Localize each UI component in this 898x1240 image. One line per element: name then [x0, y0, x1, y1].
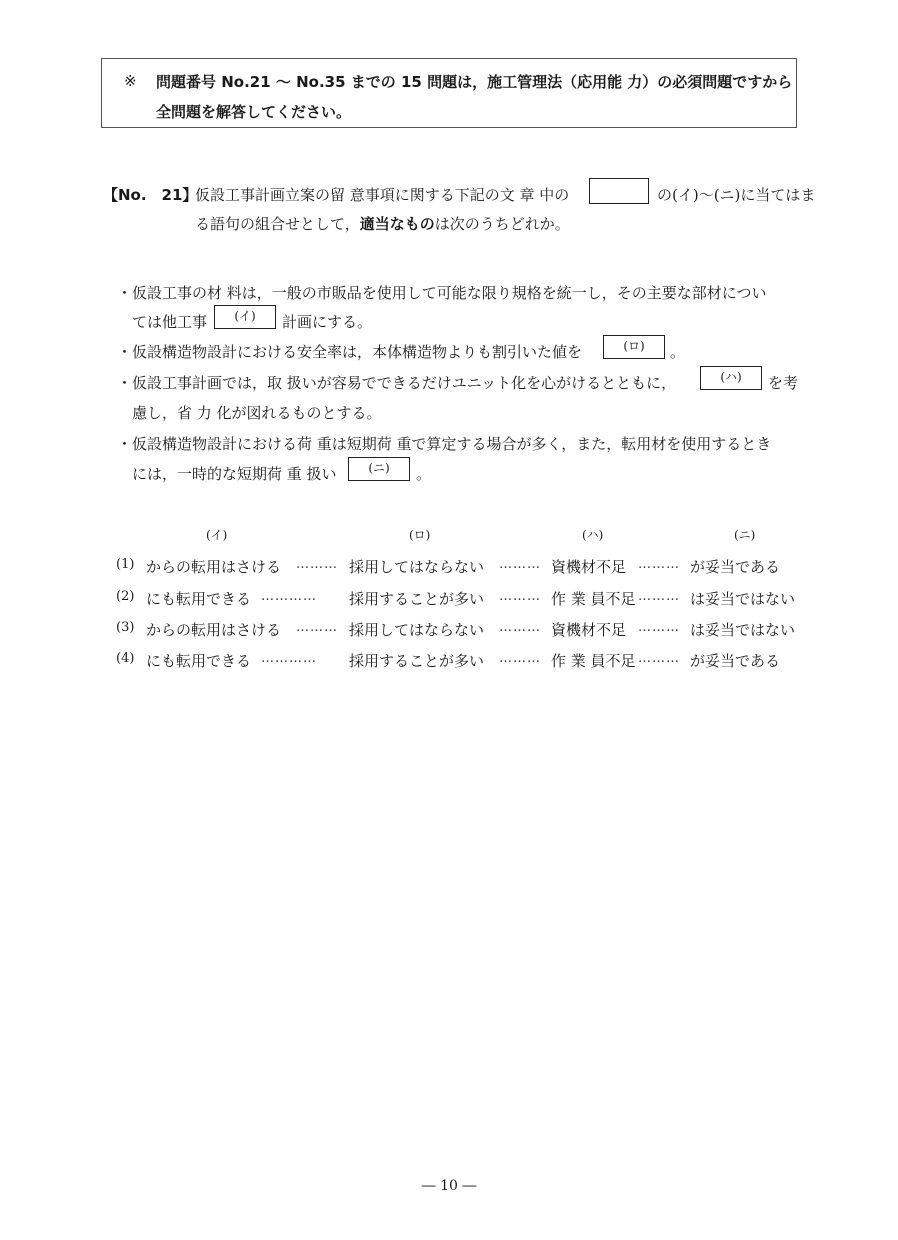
choice-cell-ha: 作 業 員不足 — [551, 652, 636, 670]
choice-number: (1) — [116, 557, 135, 572]
choice-cell-i: にも転用できる — [146, 590, 252, 608]
leader-dots: ……… — [638, 620, 680, 635]
blank-box — [589, 178, 649, 204]
statement-4b: には，一時的な短期荷 重 扱い — [132, 465, 337, 483]
choice-cell-ro: 採用することが多い — [349, 652, 485, 670]
choice-cell-ni: は妥当ではない — [690, 590, 796, 608]
statement-4a: ・仮設構造物設計における荷 重は短期荷 重で算定する場合が多く，また，転用材を使用するとき — [117, 435, 772, 453]
choice-cell-i: にも転用できる — [146, 652, 252, 670]
blank-box-ni: (ニ) — [348, 457, 410, 481]
leader-dots: ……… — [499, 557, 541, 572]
leader-dots: ……… — [638, 589, 680, 604]
emphasis-text: 適当なもの — [359, 215, 435, 233]
choice-cell-ro: 採用してはならない — [349, 558, 485, 576]
leader-dots: ……… — [499, 589, 541, 604]
choice-header-i: (イ) — [206, 528, 228, 542]
statement-1b: ては他工事 — [132, 313, 208, 331]
choice-header-ni: (ニ) — [734, 528, 756, 542]
choice-header-ro: (ロ) — [409, 528, 431, 542]
notice-line-2: 全問題を解答してください。 — [156, 103, 352, 121]
question-text-1b: の(イ)～(ニ)に当てはま — [657, 186, 816, 204]
statement-2b: 。 — [670, 343, 686, 361]
choice-number: (2) — [116, 589, 135, 604]
choice-cell-ha: 作 業 員不足 — [551, 590, 636, 608]
choice-cell-i: からの転用はさける — [146, 621, 282, 639]
blank-box-ro: (ロ) — [603, 335, 665, 359]
statement-1c: 計画にする。 — [282, 313, 373, 331]
question-number: 【No. 21】 — [103, 186, 198, 204]
leader-dots: ……… — [296, 620, 338, 635]
choice-number: (4) — [116, 651, 135, 666]
choice-cell-ni: は妥当ではない — [690, 621, 796, 639]
notice-mark: ※ — [124, 72, 137, 90]
leader-dots: ……… — [499, 620, 541, 635]
blank-box-i: (イ) — [214, 305, 276, 329]
statement-3c: 慮し，省 力 化が図れるものとする。 — [132, 404, 382, 422]
notice-line-1: 問題番号 No.21 ～ No.35 までの 15 問題は，施工管理法（応用能 力）の必須問題ですから — [156, 73, 793, 91]
statement-3b: を考 — [768, 374, 799, 392]
statement-4c: 。 — [416, 465, 432, 483]
leader-dots: ……… — [638, 651, 680, 666]
leader-dots: ……… — [499, 651, 541, 666]
choice-cell-ni: が妥当である — [690, 558, 781, 576]
question-text-2: る語句の組合せとして，適当なものは次のうちどれか。 — [195, 215, 570, 233]
choice-cell-i: からの転用はさける — [146, 558, 282, 576]
choice-cell-ro: 採用することが多い — [349, 590, 485, 608]
choice-number: (3) — [116, 620, 135, 635]
question-text-1a: 仮設工事計画立案の留 意事項に関する下記の文 章 中の — [195, 186, 570, 204]
statement-1a: ・仮設工事の材 料は，一般の市販品を使用して可能な限り規格を統一し，その主要な部材につい — [117, 284, 767, 302]
leader-dots: ……… — [296, 557, 338, 572]
choice-cell-ha: 資機材不足 — [551, 558, 627, 576]
notice-box — [101, 58, 797, 128]
choice-cell-ha: 資機材不足 — [551, 621, 627, 639]
statement-2a: ・仮設構造物設計における安全率は，本体構造物よりも割引いた値を — [117, 343, 583, 361]
blank-box-ha: (ハ) — [700, 366, 762, 390]
leader-dots: ………… — [261, 589, 317, 604]
choice-header-ha: (ハ) — [582, 528, 604, 542]
leader-dots: ………… — [261, 651, 317, 666]
statement-3a: ・仮設工事計画では，取 扱いが容易でできるだけユニット化を心がけるとともに， — [117, 374, 677, 392]
page-number: ― 10 ― — [421, 1178, 477, 1194]
leader-dots: ……… — [638, 557, 680, 572]
choice-cell-ni: が妥当である — [690, 652, 781, 670]
choice-cell-ro: 採用してはならない — [349, 621, 485, 639]
